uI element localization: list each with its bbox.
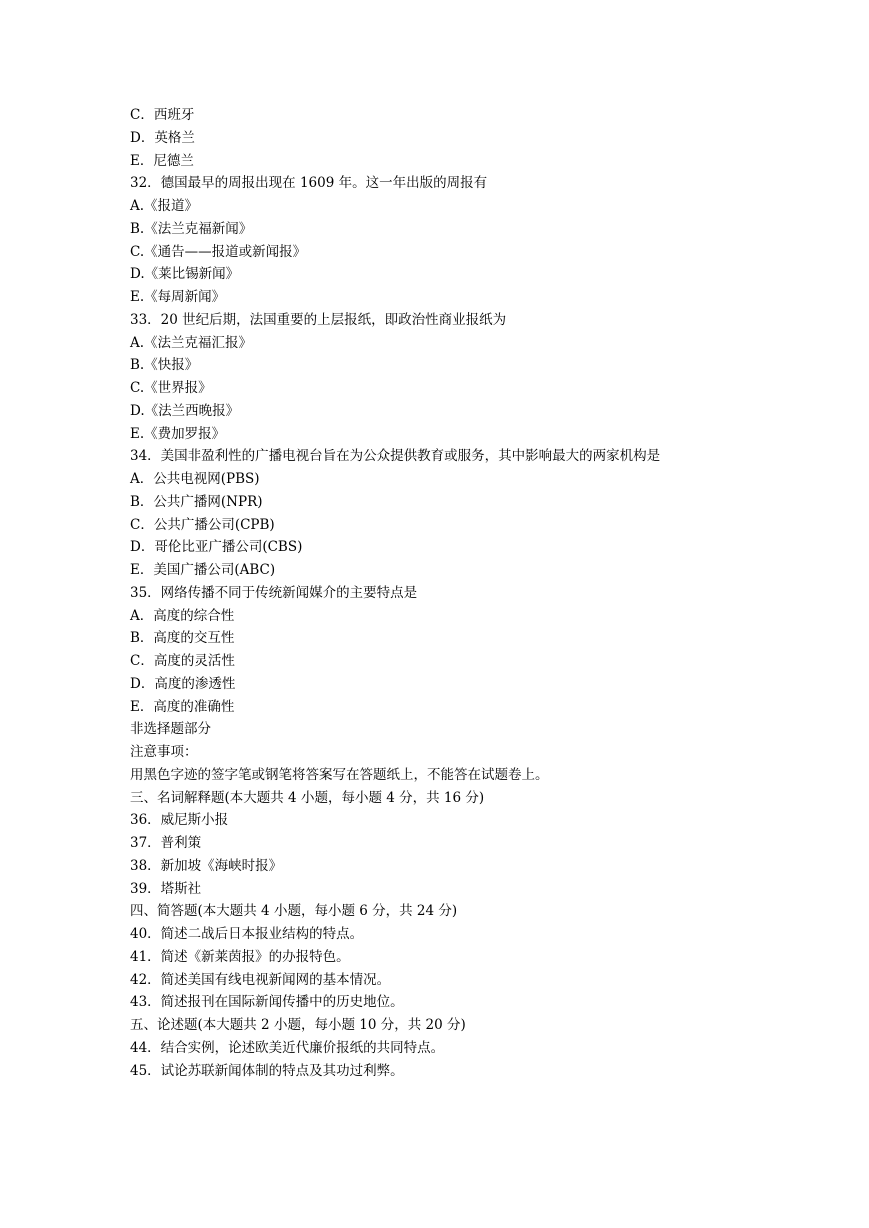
notice-heading: 注意事项：	[130, 744, 198, 760]
section-heading-short-answer: 四、简答题(本大题共 4 小题，每小题 6 分，共 24 分)	[130, 903, 458, 920]
option-line: A．高度的综合性	[130, 607, 235, 624]
option-line: D．高度的渗透性	[130, 675, 236, 692]
question-43: 43．简述报刊在国际新闻传播中的历史地位。	[130, 994, 404, 1011]
option-line: C.《通告——报道或新闻报》	[130, 243, 307, 260]
question-41: 41．简述《新莱茵报》的办报特色。	[130, 948, 350, 965]
question-44: 44．结合实例，论述欧美近代廉价报纸的共同特点。	[130, 1039, 445, 1056]
question-42: 42．简述美国有线电视新闻网的基本情况。	[130, 971, 391, 988]
option-line: C．西班牙	[130, 107, 195, 123]
option-line: E．尼德兰	[130, 152, 194, 169]
exam-text-body	[130, 104, 750, 1082]
question-38: 38．新加坡《海峡时报》	[130, 857, 283, 874]
question-37: 37．普利策	[130, 835, 202, 851]
question-40: 40．简述二战后日本报业结构的特点。	[130, 926, 364, 942]
question-32: 32．德国最早的周报出现在 1609 年。这一年出版的周报有	[130, 175, 488, 192]
option-line: D.《法兰西晚报》	[130, 402, 240, 419]
option-line: D.《莱比锡新闻》	[130, 266, 240, 283]
option-line: C.《世界报》	[130, 380, 212, 396]
option-line: E.《每周新闻》	[130, 289, 226, 305]
option-line: B．高度的交互性	[130, 630, 235, 647]
option-line: A.《法兰克福汇报》	[130, 334, 253, 351]
option-line: A．公共电视网(PBS)	[130, 471, 260, 487]
question-35: 35．网络传播不同于传统新闻媒介的主要特点是	[130, 584, 418, 601]
option-line: C．公共广播公司(CPB)	[130, 516, 275, 533]
option-line: B.《快报》	[130, 357, 199, 374]
section-heading-non-choice: 非选择题部分	[130, 721, 211, 738]
notice-text: 用黑色字迹的签字笔或钢笔将答案写在答题纸上，不能答在试题卷上。	[130, 766, 549, 783]
question-34: 34．美国非盈利性的广播电视台旨在为公众提供教育或服务，其中影响最大的两家机构是	[130, 448, 661, 465]
question-36: 36．威尼斯小报	[130, 812, 229, 829]
section-heading-essay: 五、论述题(本大题共 2 小题，每小题 10 分，共 20 分)	[130, 1017, 466, 1033]
option-line: E．美国广播公司(ABC)	[130, 562, 276, 578]
option-line: C．高度的灵活性	[130, 653, 235, 669]
question-33: 33．20 世纪后期，法国重要的上层报纸，即政治性商业报纸为	[130, 311, 507, 328]
option-line: E．高度的准确性	[130, 698, 235, 715]
option-line: A.《报道》	[130, 198, 199, 214]
question-45: 45．试论苏联新闻体制的特点及其功过利弊。	[130, 1062, 404, 1079]
question-39: 39．塔斯社	[130, 880, 202, 897]
option-line: D．哥伦比亚广播公司(CBS)	[130, 539, 303, 556]
option-line: D．英格兰	[130, 129, 195, 146]
option-line: E.《费加罗报》	[130, 425, 226, 442]
section-heading-terms: 三、名词解释题(本大题共 4 小题，每小题 4 分，共 16 分)	[130, 789, 485, 806]
option-line: B．公共广播网(NPR)	[130, 493, 263, 510]
option-line: B.《法兰克福新闻》	[130, 220, 253, 237]
